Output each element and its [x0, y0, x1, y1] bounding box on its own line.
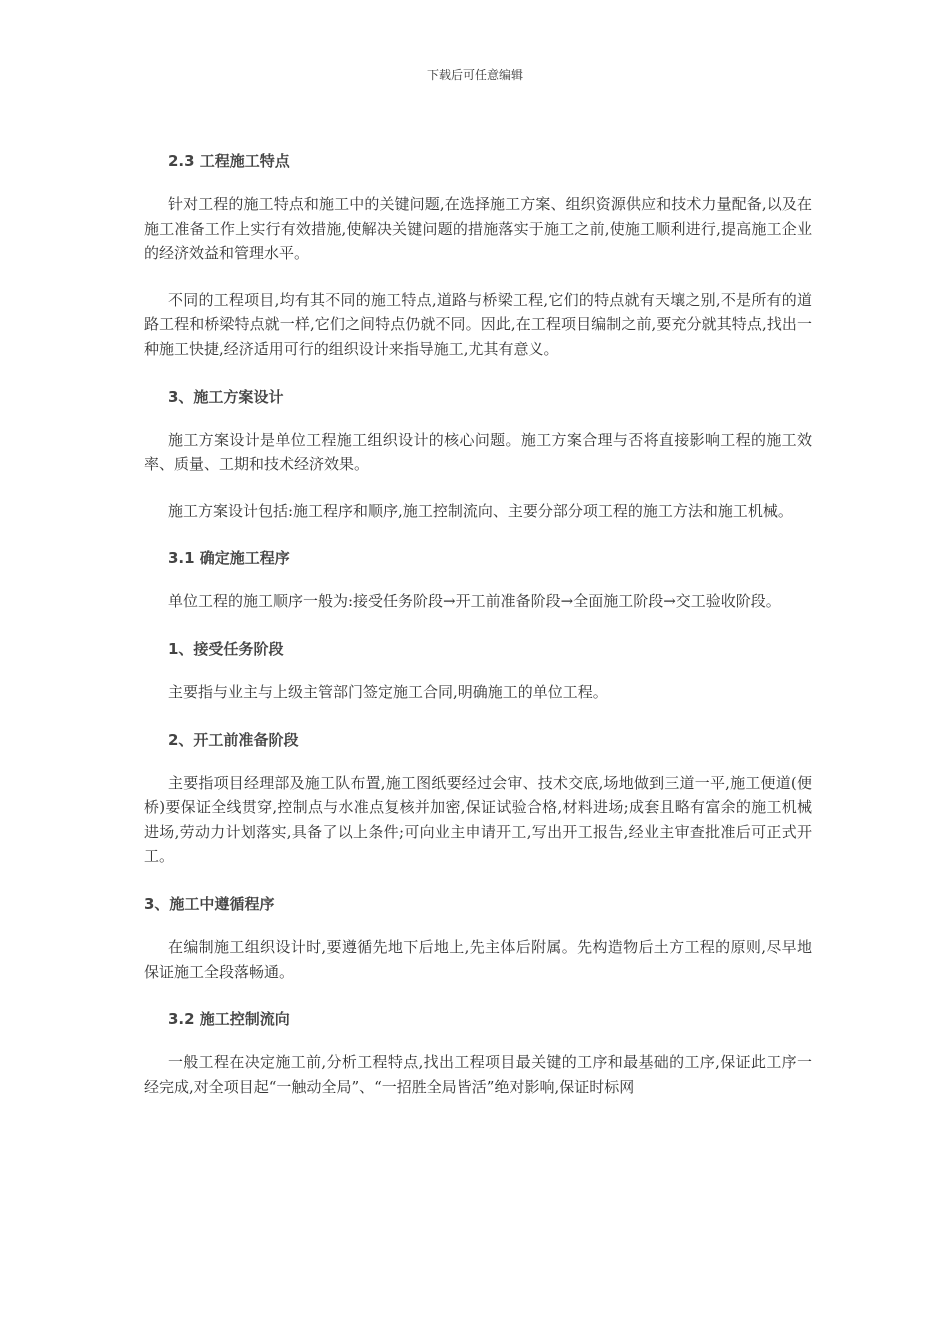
paragraph: 单位工程的施工顺序一般为:接受任务阶段→开工前准备阶段→全面施工阶段→交工验收阶段。 [168, 592, 781, 611]
paragraph: 不同的工程项目,均有其不同的施工特点,道路与桥梁工程,它们的特点就有天壤之别,不是所有的道路工程和桥梁特点就一样,它们之间特点仍就不同。因此,在工程项目编制之前,要充分就其特点,找出一种施工快捷,经济适用可行的组织设计来指导施工,尤其有意义。 [144, 290, 812, 358]
paragraph: 施工方案设计是单位工程施工组织设计的核心问题。施工方案合理与否将直接影响工程的施工效率、质量、工期和技术经济效果。 [144, 430, 812, 474]
step-heading-2: 2、开工前准备阶段 [168, 730, 299, 749]
step-heading-1: 1、接受任务阶段 [168, 639, 284, 658]
page-header: 下载后可任意编辑 [426, 68, 523, 82]
step-heading-3: 3、施工中遵循程序 [144, 894, 275, 913]
section-heading-3-2: 3.2 施工控制流向 [168, 1010, 290, 1029]
section-heading-3: 3、施工方案设计 [168, 387, 284, 406]
paragraph: 主要指项目经理部及施工队布置,施工图纸要经过会审、技术交底,场地做到三道一平,施工便道(便桥)要保证全线贯穿,控制点与水准点复核并加密,保证试验合格,材料进场;成套且略有富余的施工机械进场,劳动力计划落实,具备了以上条件;可向业主申请开工,写出开工报告,经业主审查批准后可正式开工。 [144, 773, 812, 866]
paragraph: 主要指与业主与上级主管部门签定施工合同,明确施工的单位工程。 [168, 682, 608, 701]
paragraph: 一般工程在决定施工前,分析工程特点,找出工程项目最关键的工序和最基础的工序,保证此工序一经完成,对全项目起“一触动全局”、“一招胜全局皆活”绝对影响,保证时标网 [144, 1053, 812, 1096]
paragraph: 施工方案设计包括:施工程序和顺序,施工控制流向、主要分部分项工程的施工方法和施工机械。 [168, 501, 793, 520]
section-heading-2-3: 2.3 工程施工特点 [168, 152, 290, 170]
document-body [144, 148, 812, 1099]
paragraph: 针对工程的施工特点和施工中的关键问题,在选择施工方案、组织资源供应和技术力量配备,以及在施工准备工作上实行有效措施,使解决关键问题的措施落实于施工之前,使施工顺利进行,提高施工企业的经济效益和管理水平。 [144, 195, 812, 263]
section-heading-3-1: 3.1 确定施工程序 [168, 549, 290, 568]
paragraph: 在编制施工组织设计时,要遵循先地下后地上,先主体后附属。先构造物后土方工程的原则,尽早地保证施工全段落畅通。 [144, 937, 812, 981]
